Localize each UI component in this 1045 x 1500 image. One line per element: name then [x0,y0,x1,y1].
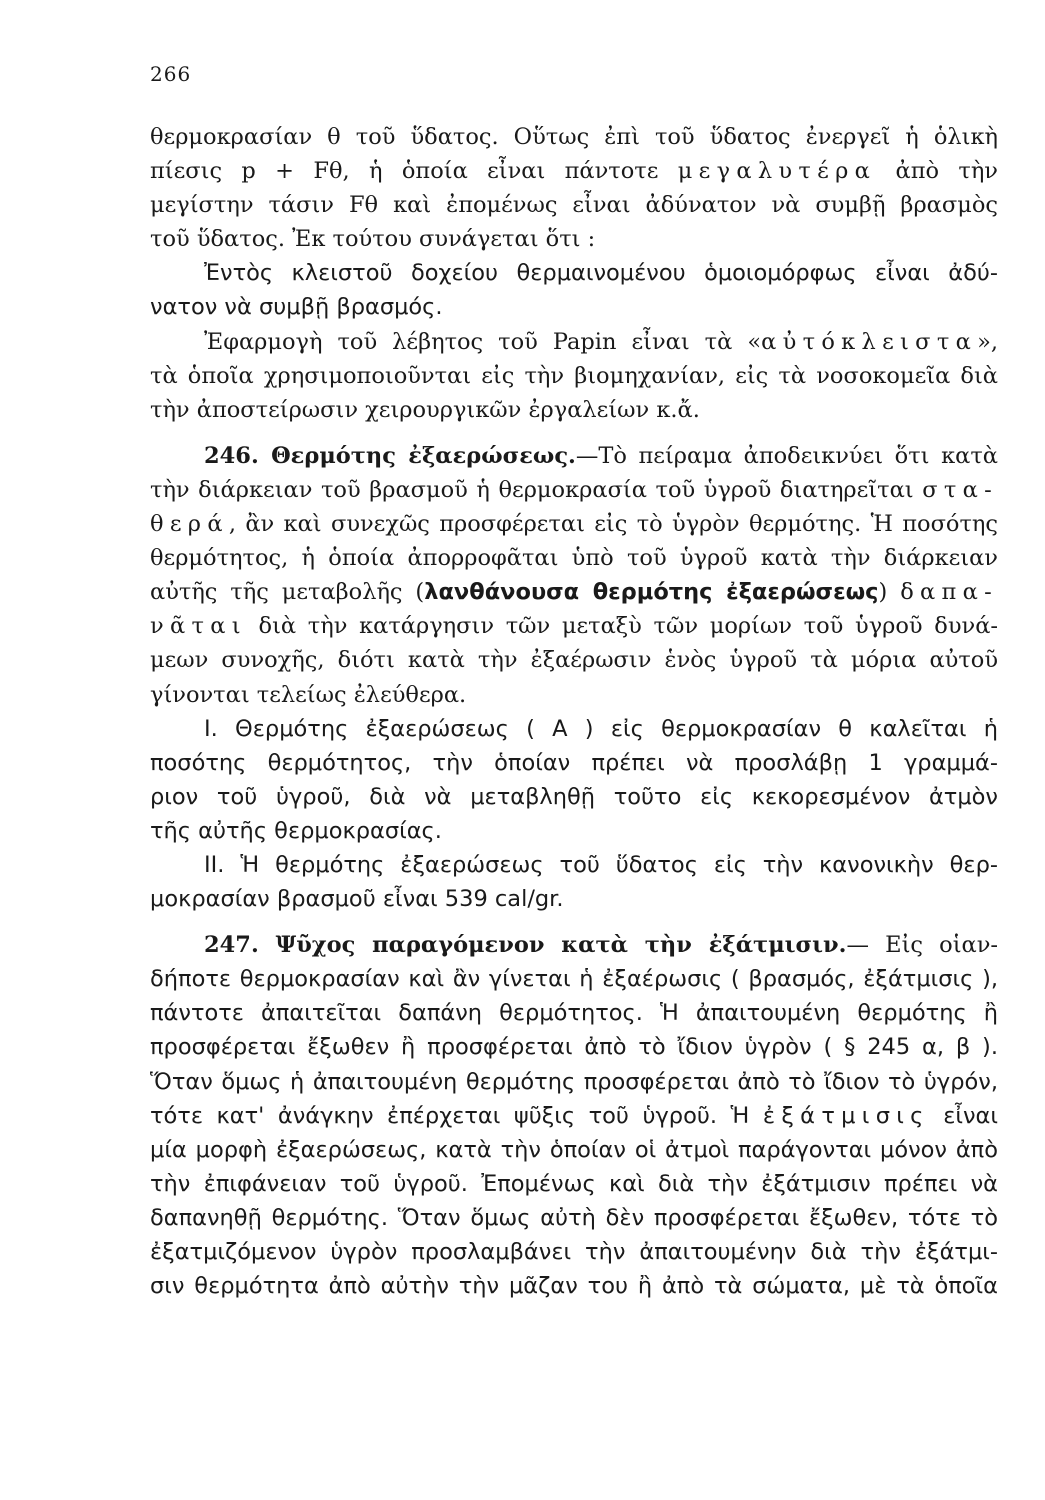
text-line: προσφέρεται ἔξωθεν ἢ προσφέρεται ἀπὸ τὸ ἴδιον ὑγρὸν ( § 245 α, β ). [150,1034,998,1061]
text-line: τοῦ ὕδατος. Ἐκ τούτου συνάγεται ὅτι : [150,226,596,253]
text-line: θερμοκρασίαν θ τοῦ ὕδατος. Οὕτως ἐπὶ τοῦ ὕδατος ἐνεργεῖ ἡ ὁλικὴ [150,124,998,150]
definition-line: II. Ἡ θερμότης ἐξαερώσεως τοῦ ὕδατος εἰς τὴν κανονικὴν θερ- [204,851,998,878]
definition-line: I. Θερμότης ἐξαερώσεως ( A ) εἰς θερμοκρασίαν θ καλεῖται ἡ [204,715,998,742]
spaced-emphasis: δαπα- [900,579,999,606]
spaced-emphasis: ἐξάτμισις [762,1102,930,1129]
text-line: νᾶται διὰ τὴν κατάργησιν τῶν μεταξὺ τῶν μορίων τοῦ ὑγροῦ δυνά- [150,613,998,640]
text-line: γίνονται τελείως ἐλεύθερα. [150,681,467,708]
spaced-emphasis: στα- [922,476,998,503]
text-line: θερμότητος, ἡ ὁποία ἀπορροφᾶται ὑπὸ τοῦ ὑγροῦ κατὰ τὴν διάρκειαν [150,545,998,572]
text-line: πάντοτε ἀπαιτεῖται δαπάνη θερμότητος. Ἡ ἀπαιτουμένη θερμότης ἢ [150,1000,998,1027]
section-heading-246: 246. Θερμότης ἐξαερώσεως.—Τὸ πείραμα ἀποδεικνύει ὅτι κατὰ [204,442,998,469]
text-line: πίεσις p + Fθ, ἡ ὁποία εἶναι πάντοτε μεγαλυτέρα ἀπὸ τὴν [150,158,998,185]
section-title: 246. Θερμότης ἐξαερώσεως. [204,442,576,469]
definition-line: τῆς αὐτῆς θερμοκρασίας. [150,817,442,844]
text-line: μία μορφὴ ἐξαερώσεως, κατὰ τὴν ὁποίαν οἱ ἀτμοὶ παράγονται μόνον ἀπὸ [150,1136,998,1163]
text-line: σιν θερμότητα ἀπὸ αὐτὴν τὴν μᾶζαν του ἢ ἀπὸ τὰ σώματα, μὲ τὰ ὁποῖα [150,1273,998,1300]
spaced-emphasis: αὐτόκλειστα [761,328,978,355]
text-line: μεων συνοχῆς, διότι κατὰ τὴν ἐξαέρωσιν ἑνὸς ὑγροῦ τὰ μόρια αὐτοῦ [150,647,998,674]
spaced-emphasis: μεγαλυτέρα [677,158,877,185]
text-line: δαπανηθῇ θερμότης. Ὅταν ὅμως αὐτὴ δὲν προσφέρεται ἔξωθεν, τότε τὸ [150,1204,998,1231]
text-line: θερά, ἂν καὶ συνεχῶς προσφέρεται εἰς τὸ ὑγρὸν θερμότης. Ἡ ποσότης [150,511,998,538]
text-line: τὴν ἀποστείρωσιν χειρουργικῶν ἐργαλείων κ.ἄ. [150,396,700,423]
text-line: Ἐφαρμογὴ τοῦ λέβητος τοῦ Papin εἶναι τὰ «αὐτόκλειστα», [204,328,998,355]
page-number: 266 [150,62,192,86]
page-body [150,120,998,1303]
text-line: Ὅταν ὅμως ἡ ἀπαιτουμένη θερμότης προσφέρεται ἀπὸ τὸ ἴδιον τὸ ὑγρόν, [150,1068,998,1095]
section-heading-247: 247. Ψῦχος παραγόμενον κατὰ τὴν ἐξάτμισιν.— Εἰς οἱαν- [204,932,999,959]
rule-statement-line: νατον νὰ συμβῇ βρασμός. [150,294,443,321]
definition-line: ποσότης θερμότητος, τὴν ὁποίαν πρέπει νὰ προσλάβῃ 1 γραμμά- [150,749,998,776]
bold-term: λανθάνουσα θερμότης ἐξαερώσεως [424,579,879,606]
spaced-emphasis: θερά [150,511,229,538]
text-line: τὴν ἐπιφάνειαν τοῦ ὑγροῦ. Ἐπομένως καὶ διὰ τὴν ἐξάτμισιν πρέπει νὰ [150,1170,998,1197]
text-line: τὴν διάρκειαν τοῦ βρασμοῦ ἡ θερμοκρασία τοῦ ὑγροῦ διατηρεῖται στα- [150,476,998,503]
text-line: δήποτε θερμοκρασίαν καὶ ἂν γίνεται ἡ ἐξαέρωσις ( βρασμός, ἐξάτμισις ), [150,966,998,993]
text-line: αὐτῆς τῆς μεταβολῆς (λανθάνουσα θερμότης ἐξαερώσεως) δαπα- [150,579,999,606]
section-title: 247. Ψῦχος παραγόμενον κατὰ τὴν ἐξάτμισιν. [204,932,847,959]
definition-line: ριον τοῦ ὑγροῦ, διὰ νὰ μεταβληθῇ τοῦτο εἰς κεκορεσμένον ἀτμὸν [150,783,998,810]
text-line: μεγίστην τάσιν Fθ καὶ ἐπομένως εἶναι ἀδύνατον νὰ συμβῇ βρασμὸς [150,192,998,219]
spaced-emphasis: νᾶται [150,613,247,640]
text-line: τὰ ὁποῖα χρησιμοποιοῦνται εἰς τὴν βιομηχανίαν, εἰς τὰ νοσοκομεῖα διὰ [150,362,998,389]
definition-line: μοκρασίαν βρασμοῦ εἶναι 539 cal/gr. [150,886,564,913]
rule-statement-line: Ἐντὸς κλειστοῦ δοχείου θερμαινομένου ὁμοιομόρφως εἶναι ἀδύ- [204,260,998,287]
text-line: ἐξατμιζόμενον ὑγρὸν προσλαμβάνει τὴν ἀπαιτουμένην διὰ τὴν ἐξάτμι- [150,1239,998,1265]
text-line: τότε κατ' ἀνάγκην ἐπέρχεται ψῦξις τοῦ ὑγροῦ. Ἡ ἐξάτμισις εἶναι [150,1102,998,1129]
